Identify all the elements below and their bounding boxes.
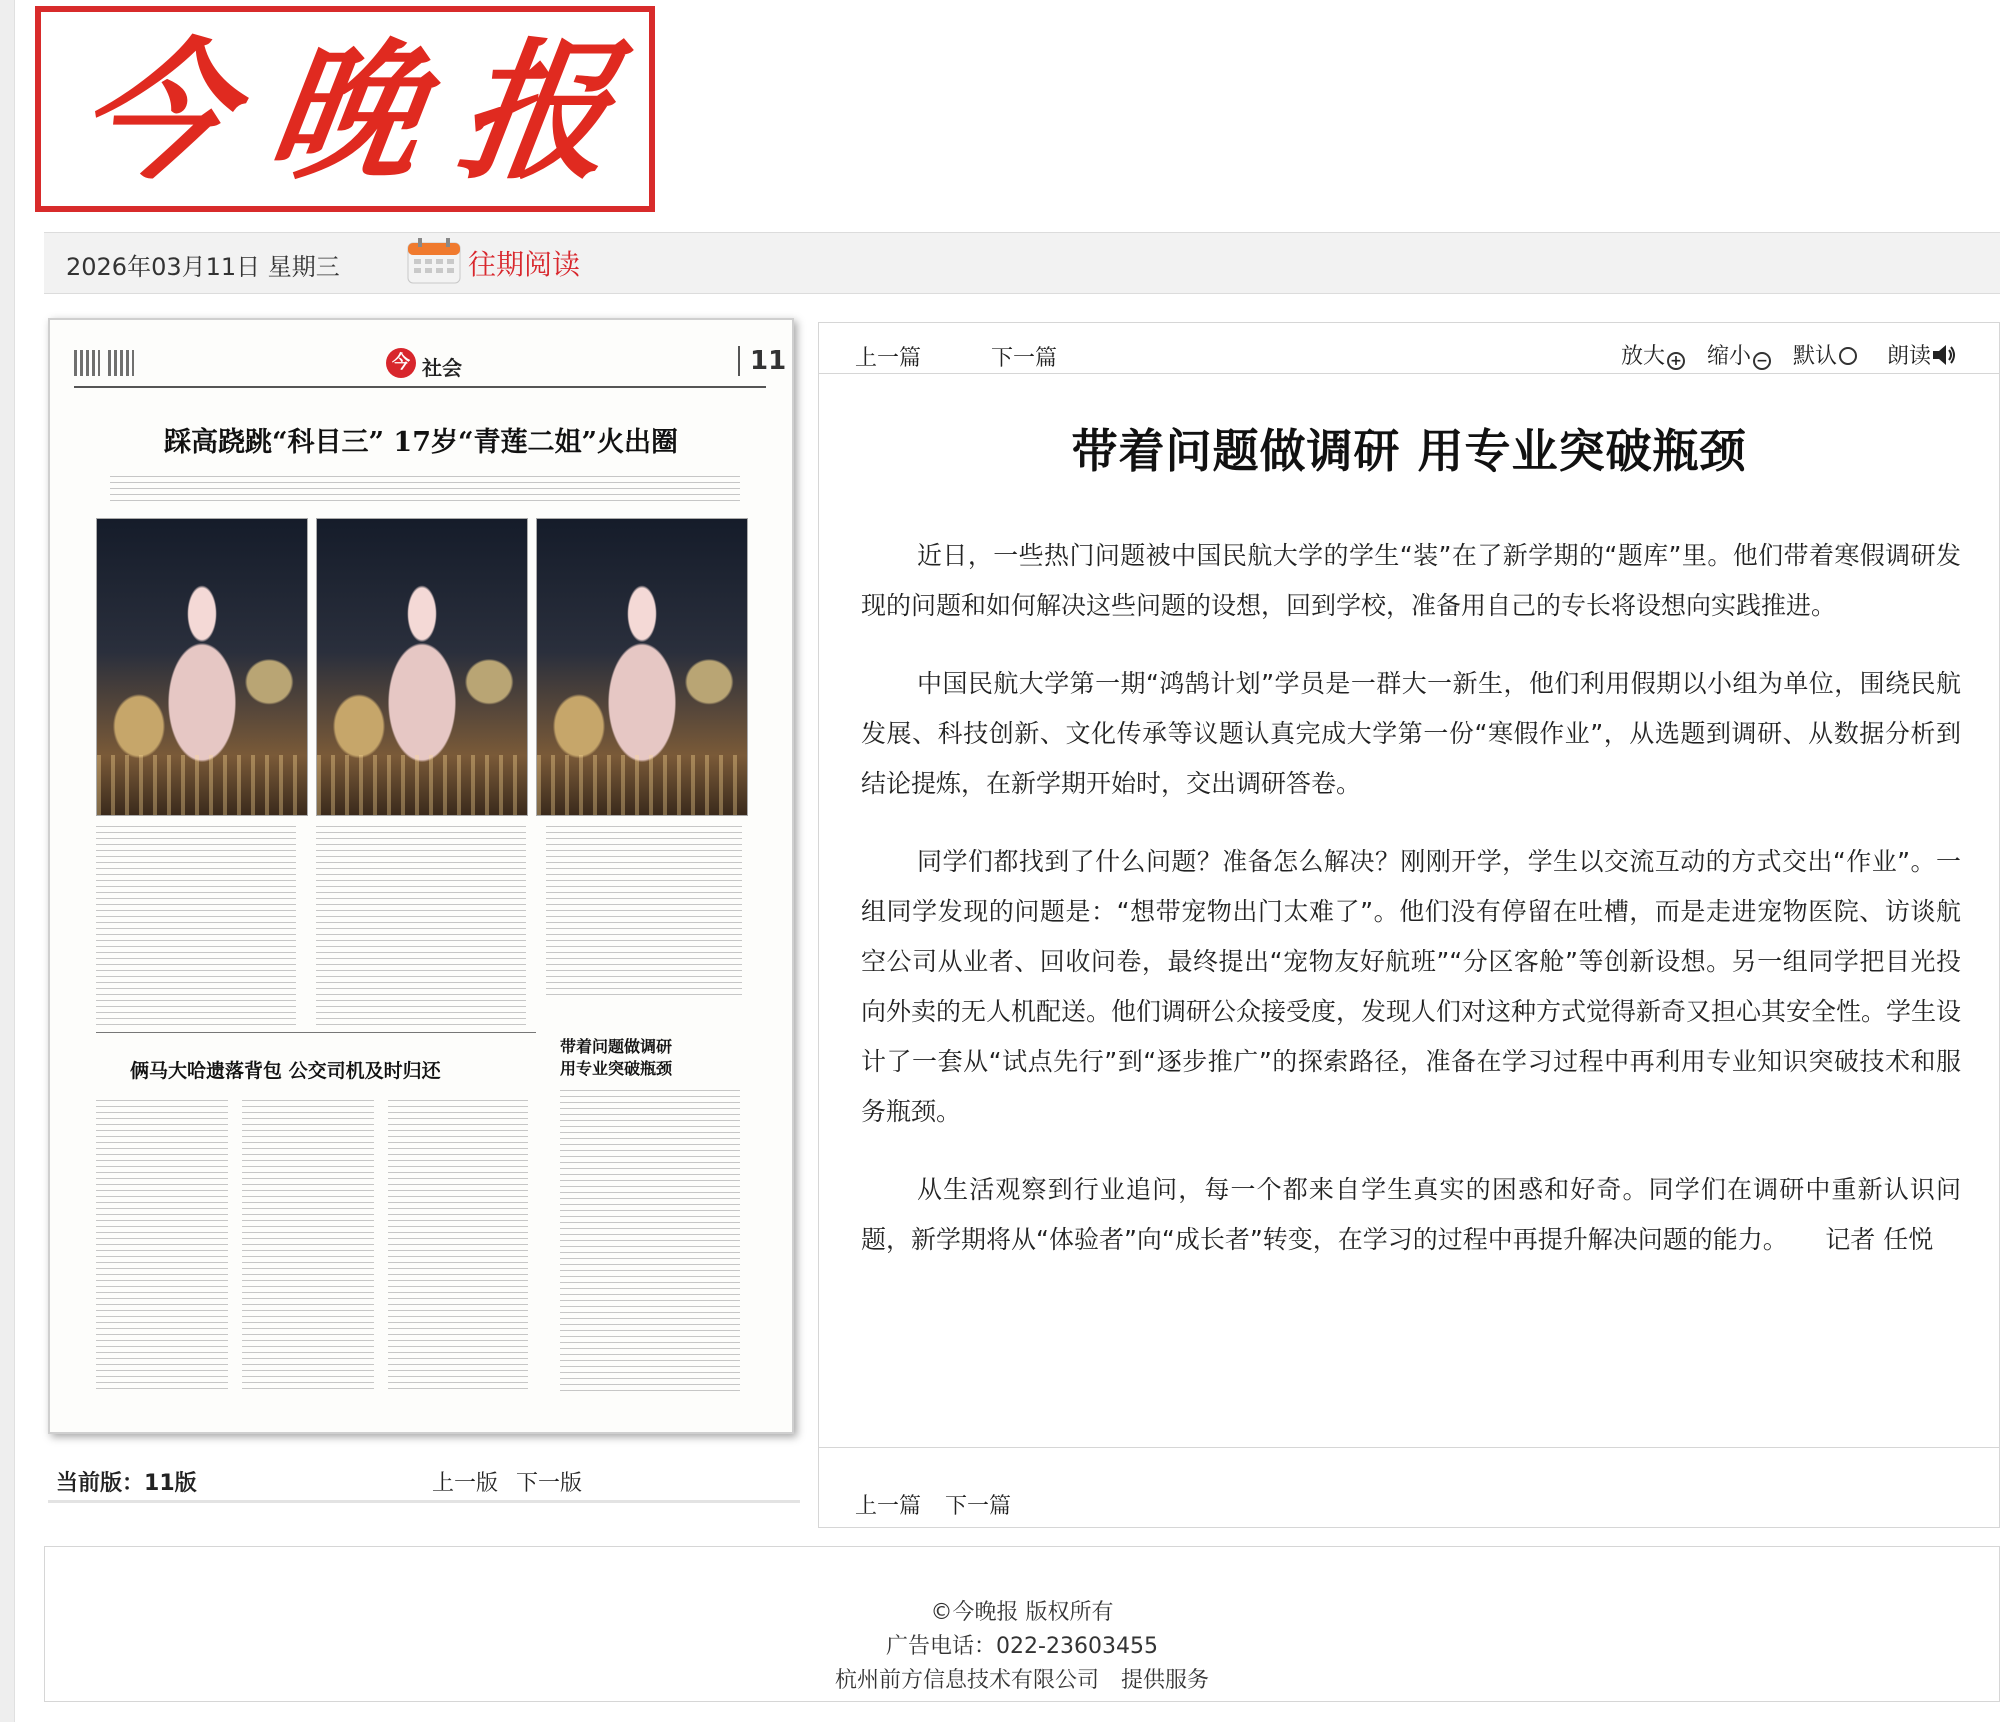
- article-text-block[interactable]: [96, 826, 296, 1026]
- footer-ad-phone: 广告电话：022-23603455: [886, 1634, 1158, 1659]
- headline-line: 用专业突破瓶颈: [560, 1059, 673, 1078]
- prev-article-link[interactable]: 上一篇: [855, 346, 922, 371]
- article-text-block[interactable]: [388, 1100, 528, 1392]
- masthead-logo[interactable]: [35, 6, 664, 212]
- zoom-in-label: 放大: [1621, 344, 1666, 369]
- page-section-name: 社会: [422, 356, 462, 380]
- read-aloud-button[interactable]: [1887, 339, 1957, 370]
- footer-copyright: ©今晚报 版权所有: [930, 1600, 1114, 1625]
- article-text-block[interactable]: [560, 1090, 740, 1392]
- past-issues-link[interactable]: 往期阅读: [468, 248, 581, 281]
- calendar-icon[interactable]: [406, 237, 462, 285]
- divider: [48, 1500, 800, 1503]
- logo-text: 今晚报: [68, 24, 664, 200]
- lede-text-block: [110, 476, 740, 504]
- divider: [819, 1447, 1999, 1448]
- default-size-button[interactable]: [1793, 339, 1857, 370]
- footer-provider: 杭州前方信息技术有限公司 提供服务: [834, 1668, 1209, 1693]
- current-edition-value: 11版: [144, 1471, 197, 1496]
- article-title: 带着问题做调研 用专业突破瓶颈: [1071, 424, 1747, 478]
- minus-circle-icon: −: [1753, 352, 1771, 370]
- qr-code-icon: [74, 350, 100, 376]
- page-third-headline[interactable]: [560, 1036, 760, 1080]
- plus-circle-icon: +: [1667, 352, 1685, 370]
- read-aloud-label: 朗读: [1887, 344, 1932, 369]
- bottom-next-article-link[interactable]: 下一篇: [945, 1494, 1012, 1519]
- page-header: [74, 346, 787, 388]
- article-text-block[interactable]: [242, 1100, 374, 1392]
- stilt-dance-photo[interactable]: [536, 518, 748, 816]
- zoom-out-button[interactable]: [1707, 339, 1771, 370]
- page-number: 11: [738, 346, 786, 376]
- article-paragraph: 从生活观察到行业追问，每一个都来自学生真实的困惑和好奇。同学们在调研中重新认识问题，新学期将从“体验者”向“成长者”转变，在学习的过程中再提升解决问题的能力。 记者 任悦: [861, 1175, 1961, 1254]
- article-paragraph: 近日，一些热门问题被中国民航大学的学生“装”在了新学期的“题库”里。他们带着寒假调研发现的问题和如何解决这些问题的设想，回到学校，准备用自己的专长将设想向实践推进。: [861, 541, 1961, 620]
- article-paragraph: 中国民航大学第一期“鸿鹄计划”学员是一群大一新生，他们利用假期以小组为单位，围绕民航发展、科技创新、文化传承等议题认真完成大学第一份“寒假作业”，从选题到调研、从数据分析到结论提炼，在新学期开始时，交出调研答卷。: [861, 669, 1961, 798]
- article-panel: [818, 322, 2000, 1528]
- zoom-in-button[interactable]: [1621, 339, 1685, 370]
- article-toolbar: [819, 323, 1999, 374]
- next-article-link[interactable]: 下一篇: [991, 346, 1058, 371]
- date-bar: [44, 232, 2000, 294]
- zoom-out-label: 缩小: [1707, 344, 1752, 369]
- newspaper-page-thumbnail[interactable]: [48, 318, 794, 1434]
- current-edition-label: 当前版：: [56, 1471, 145, 1496]
- headline-line: 带着问题做调研: [560, 1037, 673, 1056]
- article-body: [861, 531, 1961, 1293]
- page-footer: [44, 1546, 2000, 1702]
- current-edition: [56, 1466, 197, 1497]
- default-size-label: 默认: [1793, 344, 1838, 369]
- current-date: 2026年03月11日 星期三: [66, 253, 340, 281]
- qr-code-icon: [108, 350, 134, 376]
- left-edge-strip: [0, 0, 15, 1722]
- speaker-icon: [1931, 342, 1957, 368]
- article-text-block[interactable]: [546, 826, 742, 996]
- stilt-dance-photo[interactable]: [316, 518, 528, 816]
- bottom-prev-article-link[interactable]: 上一篇: [855, 1494, 922, 1519]
- divider: [96, 1032, 536, 1033]
- page-main-headline[interactable]: 踩高跷跳“科目三” 17岁“青莲二姐”火出圈: [163, 427, 679, 458]
- article-text-block[interactable]: [96, 1100, 228, 1392]
- next-edition-link[interactable]: 下一版: [516, 1471, 583, 1496]
- prev-edition-link[interactable]: 上一版: [432, 1471, 499, 1496]
- article-text-block[interactable]: [316, 826, 526, 1026]
- section-logo-icon: 今: [386, 348, 416, 378]
- circle-icon: [1839, 347, 1857, 365]
- stilt-dance-photo[interactable]: [96, 518, 308, 816]
- article-paragraph: 同学们都找到了什么问题？准备怎么解决？刚刚开学，学生以交流互动的方式交出“作业”。一组同学发现的问题是：“想带宠物出门太难了”。他们没有停留在吐槽，而是走进宠物医院、访谈航空公司从业者、回收问卷，最终提出“宠物友好航班”“分区客舱”等创新设想。另一组同学把目光投向外卖的无人机配送。他们调研公众接受度，发现人们对这种方式觉得新奇又担心其安全性。学生设计了一套从“试点先行”到“逐步推广”的探索路径，准备在学习过程中再利用专业知识突破技术和服务瓶颈。: [861, 847, 1962, 1126]
- page-second-headline[interactable]: 俩马大哈遗落背包 公交司机及时归还: [130, 1060, 441, 1082]
